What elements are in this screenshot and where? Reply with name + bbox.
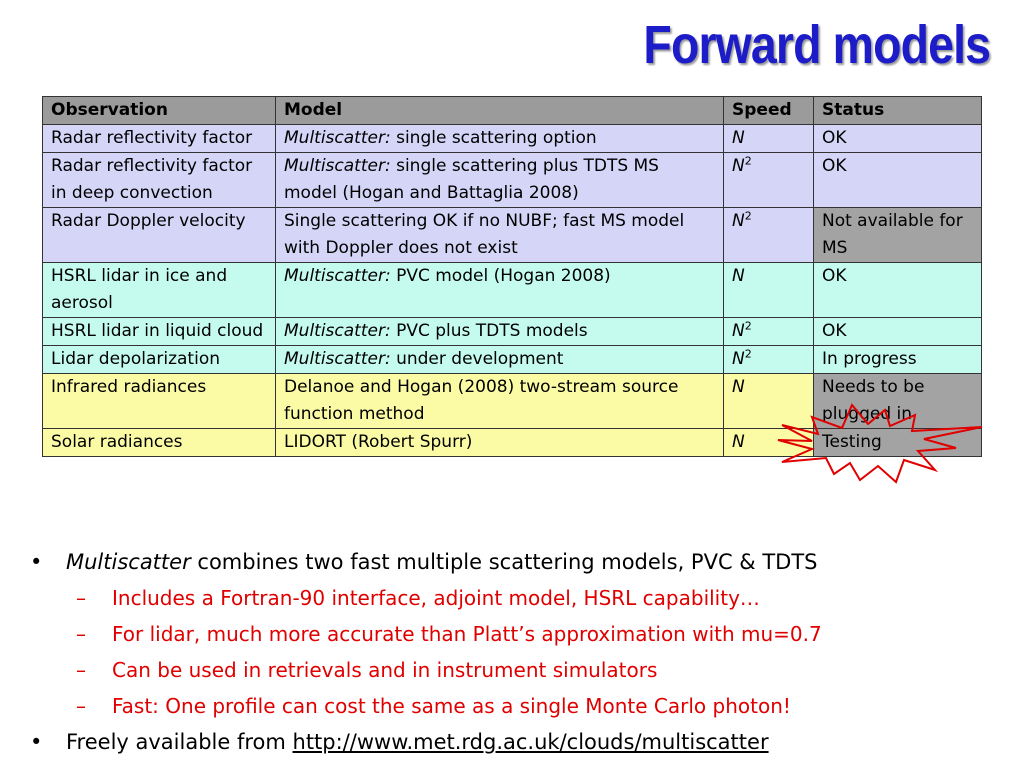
header-status: Status — [814, 97, 982, 125]
model-description: PVC plus TDTS models — [390, 321, 588, 341]
model-name: Multiscatter: — [284, 349, 391, 369]
model-description: under development — [390, 349, 564, 369]
sub-bullet-text: Includes a Fortran-90 interface, adjoint model, HSRL capability… — [112, 586, 760, 610]
bullet-availability — [30, 724, 1010, 760]
sub-bullet-dash: – — [76, 586, 86, 610]
cell-model — [276, 125, 724, 153]
cell-speed — [724, 125, 814, 153]
cell-observation: Radar Doppler velocity — [43, 208, 276, 263]
bullet-dot: • — [30, 730, 43, 754]
sub-bullet — [30, 688, 1010, 724]
cell-status: OK — [814, 263, 982, 318]
cell-observation: Lidar depolarization — [43, 346, 276, 374]
model-name: Multiscatter: — [284, 156, 391, 176]
sub-bullet — [30, 580, 1010, 616]
header-speed: Speed — [724, 97, 814, 125]
model-description: single scattering option — [390, 128, 597, 148]
speed-exponent: 2 — [744, 347, 752, 361]
cell-speed — [724, 263, 814, 318]
model-description: single scattering plus TDTS MS model (Hogan and Battaglia 2008) — [284, 156, 659, 203]
cell-status: OK — [814, 125, 982, 153]
table-row — [43, 346, 982, 374]
cell-speed — [724, 153, 814, 208]
speed-value: N — [732, 321, 745, 341]
speed-value: N — [732, 266, 745, 286]
cell-model — [276, 208, 724, 263]
cell-speed — [724, 208, 814, 263]
bullet-dot: • — [30, 550, 43, 574]
header-model: Model — [276, 97, 724, 125]
header-observation: Observation — [43, 97, 276, 125]
model-description: LIDORT (Robert Spurr) — [284, 432, 473, 452]
sub-bullet-text: Fast: One profile can cost the same as a single Monte Carlo photon! — [112, 694, 791, 718]
bullet-text: combines two fast multiple scattering models, PVC & TDTS — [190, 550, 818, 574]
cell-model — [276, 263, 724, 318]
model-description: PVC model (Hogan 2008) — [390, 266, 611, 286]
speed-value: N — [732, 349, 745, 369]
speed-exponent: 2 — [744, 209, 752, 223]
speed-value: N — [732, 432, 745, 452]
forward-models-table — [42, 96, 982, 457]
table-header-row — [43, 97, 982, 125]
sub-bullet-text: Can be used in retrievals and in instrument simulators — [112, 658, 658, 682]
cell-observation: HSRL lidar in ice and aerosol — [43, 263, 276, 318]
sub-bullet — [30, 616, 1010, 652]
table-row — [43, 153, 982, 208]
cell-observation: Radar reflectivity factor in deep convection — [43, 153, 276, 208]
speed-value: N — [732, 156, 745, 176]
multiscatter-label: Multiscatter — [66, 550, 191, 574]
speed-exponent: 2 — [744, 319, 752, 333]
table-row — [43, 429, 982, 457]
cell-model — [276, 374, 724, 429]
cell-status: Testing — [814, 429, 982, 457]
cell-speed — [724, 429, 814, 457]
cell-observation: Radar reflectivity factor — [43, 125, 276, 153]
cell-model — [276, 153, 724, 208]
cell-status: Not available for MS — [814, 208, 982, 263]
cell-observation: Infrared radiances — [43, 374, 276, 429]
table-row — [43, 263, 982, 318]
cell-status: OK — [814, 153, 982, 208]
cell-observation: Solar radiances — [43, 429, 276, 457]
model-name: Multiscatter: — [284, 321, 391, 341]
model-name: Multiscatter: — [284, 128, 391, 148]
cell-status: In progress — [814, 346, 982, 374]
cell-speed — [724, 318, 814, 346]
sub-bullet-dash: – — [76, 694, 86, 718]
cell-observation: HSRL lidar in liquid cloud — [43, 318, 276, 346]
multiscatter-link[interactable]: http://www.met.rdg.ac.uk/clouds/multiscatter — [292, 730, 769, 754]
table-row — [43, 208, 982, 263]
sub-bullet-dash: – — [76, 658, 86, 682]
cell-model — [276, 318, 724, 346]
model-description: Single scattering OK if no NUBF; fast MS model with Doppler does not exist — [284, 211, 685, 258]
model-name: Multiscatter: — [284, 266, 391, 286]
bullet-text: Freely available from — [66, 730, 293, 754]
table-row — [43, 318, 982, 346]
sub-bullet — [30, 652, 1010, 688]
table-row — [43, 374, 982, 429]
speed-value: N — [732, 211, 745, 231]
cell-speed — [724, 346, 814, 374]
speed-value: N — [732, 128, 745, 148]
model-description: Delanoe and Hogan (2008) two-stream source function method — [284, 377, 679, 424]
slide-title: Forward models — [643, 15, 990, 75]
sub-bullet-dash: – — [76, 622, 86, 646]
cell-status: OK — [814, 318, 982, 346]
cell-speed — [724, 374, 814, 429]
speed-value: N — [732, 377, 745, 397]
cell-model — [276, 346, 724, 374]
sub-bullet-text: For lidar, much more accurate than Platt’s approximation with mu=0.7 — [112, 622, 822, 646]
cell-status: Needs to be plugged in — [814, 374, 982, 429]
speed-exponent: 2 — [744, 154, 752, 168]
bullet-list — [30, 544, 1010, 760]
bullet-multiscatter — [30, 544, 1010, 580]
table-row — [43, 125, 982, 153]
cell-model — [276, 429, 724, 457]
